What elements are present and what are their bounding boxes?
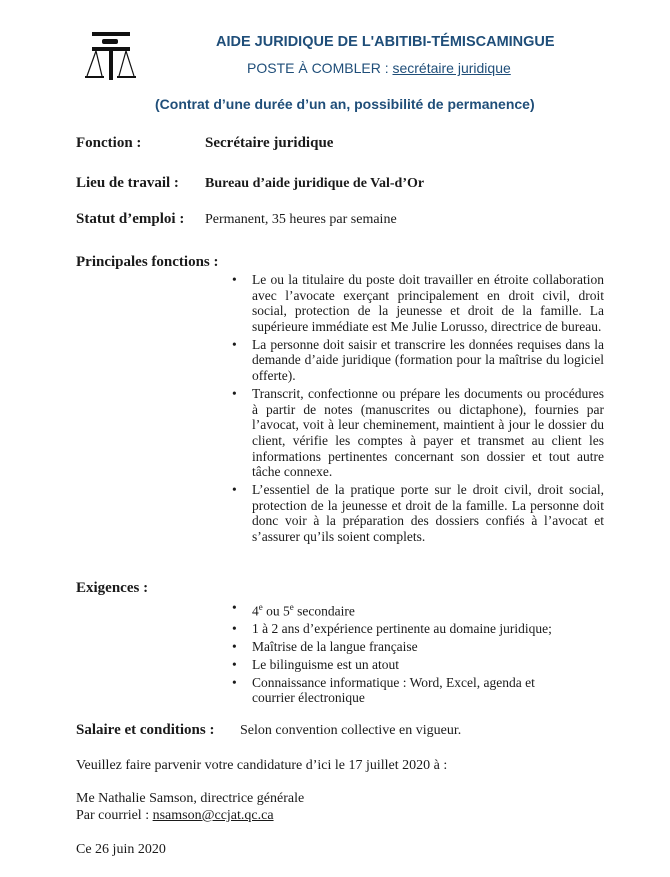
list-item: • Le bilinguisme est un atout: [228, 657, 604, 673]
contract-note: (Contrat d’une durée d’un an, possibilité de permanence): [155, 96, 535, 112]
justice-scales-logo: [82, 30, 138, 82]
statut-value: Permanent, 35 heures par semaine: [205, 212, 397, 227]
posting-line: [247, 60, 511, 76]
requirements-title: Exigences :: [76, 580, 149, 596]
application-instruction: Veuillez faire parvenir votre candidature d’ici le 17 juillet 2020 à :: [76, 758, 448, 773]
list-item: • 4e ou 5e secondaire: [228, 600, 604, 619]
lieu-value: Bureau d’aide juridique de Val-d’Or: [205, 176, 425, 191]
posting-prefix: POSTE À COMBLER :: [247, 60, 393, 76]
fonction-label: Fonction :: [76, 135, 142, 151]
contact-email-line: [76, 808, 274, 824]
fonction-value: Secrétaire juridique: [205, 135, 334, 151]
requirements-list: [228, 600, 604, 708]
list-item: • L’essentiel de la pratique porte sur le droit civil, droit social, protection de la jeunesse et droit de la famille. La personne doit donc voir à la préparation des dossiers confiés à l’avocat et s’assurer qu’ils soient complets.: [228, 482, 604, 544]
statut-label: Statut d’emploi :: [76, 211, 185, 227]
duties-list: [228, 272, 604, 547]
lieu-label: Lieu de travail :: [76, 175, 179, 191]
document-date: Ce 26 juin 2020: [76, 842, 166, 857]
duties-title: Principales fonctions :: [76, 254, 219, 270]
list-item: • Transcrit, confectionne ou prépare les documents ou procédures à partir de notes (manuscrites ou dictaphone), fournies par l’avocat, voit à leur cheminement, maintient à jour le dossier du client, vérifie les comptes à payer et transmet au client les informations pertinentes concernant son dossier et tout autre tâche connexe.: [228, 386, 604, 480]
salary-label: Salaire et conditions :: [76, 722, 215, 738]
salary-value: Selon convention collective en vigueur.: [240, 723, 462, 738]
list-item: • 1 à 2 ans d’expérience pertinente au domaine juridique;: [228, 621, 604, 637]
posting-title: secrétaire juridique: [392, 60, 511, 76]
list-item: • Connaissance informatique : Word, Excel, agenda et courrier électronique: [228, 675, 604, 706]
list-item: • Maîtrise de la langue française: [228, 639, 604, 655]
organization-name: AIDE JURIDIQUE DE L'ABITIBI-TÉMISCAMINGUE: [216, 34, 555, 50]
email-link[interactable]: nsamson@ccjat.qc.ca: [152, 808, 274, 823]
email-prefix: Par courriel :: [76, 808, 153, 823]
contact-name: Me Nathalie Samson, directrice générale: [76, 791, 305, 806]
list-item: • Le ou la titulaire du poste doit travailler en étroite collaboration avec l’avocate exerçant principalement en droit civil, droit social, protection de la jeunesse et droit de la famille. La supérieure immédiate est Me Julie Lorusso, directrice de bureau.: [228, 272, 604, 334]
list-item: • La personne doit saisir et transcrire les données requises dans la demande d’aide juridique (formation pour la maîtrise du logiciel offerte).: [228, 337, 604, 384]
